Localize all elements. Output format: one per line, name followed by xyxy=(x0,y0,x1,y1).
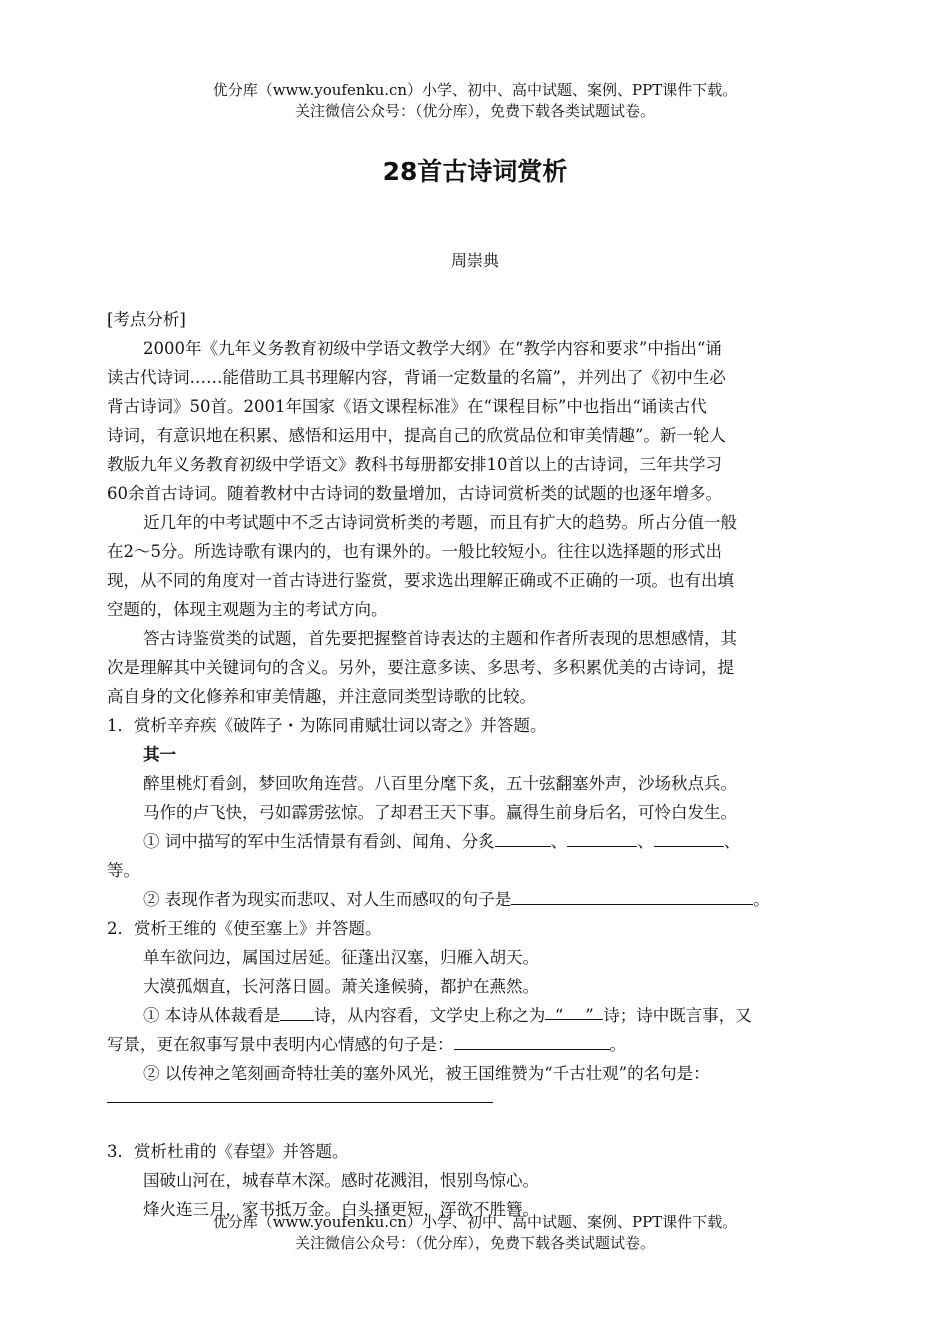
section-heading: [考点分析] xyxy=(107,310,186,329)
quote-open: “ xyxy=(554,1006,564,1025)
question-1-item-2 xyxy=(107,885,845,914)
poem-line: 大漠孤烟直，长河落日圆。萧关逢候骑，都护在燕然。 xyxy=(143,977,539,996)
question-2-prompt: 2．赏析王维的《使至塞上》并答题。 xyxy=(107,919,382,938)
separator: 、 xyxy=(723,832,741,851)
intro-line: 现，从不同的角度对一首古诗进行鉴赏，要求选出理解正确或不正确的一项。也有出填 xyxy=(107,571,734,590)
item-end: 。 xyxy=(753,890,770,909)
item-text: ① 本诗从体裁看是 xyxy=(143,1006,281,1025)
question-3-prompt: 3．赏析杜甫的《春望》并答题。 xyxy=(107,1142,349,1161)
separator: 、 xyxy=(637,832,654,851)
poem-line: 马作的卢飞快，弓如霹雳弦惊。了却君王天下事。赢得生前身后名，可怜白发生。 xyxy=(143,803,737,822)
poem-line: 醉里桃灯看剑，梦回吹角连营。八百里分麾下炙，五十弦翻塞外声，沙场秋点兵。 xyxy=(143,774,737,793)
footer-line-1: 优分库（www.youfenku.cn）小学、初中、高中试题、案例、PPT课件下载。 xyxy=(212,1213,738,1231)
answer-blank[interactable] xyxy=(280,1002,314,1021)
item-continuation xyxy=(107,1030,845,1059)
intro-line: 答古诗鉴赏类的试题，首先要把握整首诗表达的主题和作者所表现的思想感情，其 xyxy=(143,629,737,648)
answer-blank[interactable] xyxy=(511,886,753,905)
footer-line-2: 关注微信公众号：（优分库），免费下载各类试题试卷。 xyxy=(294,1234,655,1252)
intro-line: 次是理解其中关键词句的含义。另外，要注意多读、多思考、多积累优美的古诗词，提 xyxy=(107,658,734,677)
intro-line: 空题的，体现主观题为主的考试方向。 xyxy=(107,600,388,619)
page-footer xyxy=(0,1212,950,1254)
intro-line: 近几年的中考试题中不乏古诗词赏析类的考题，而且有扩大的趋势。所占分值一般 xyxy=(143,513,737,532)
intro-line: 教版九年义务教育初级中学语文》教科书每册都安排10首以上的古诗词，三年共学习 xyxy=(107,455,722,474)
question-1-item-1 xyxy=(107,827,845,856)
answer-blank[interactable] xyxy=(454,1031,610,1050)
question-2-item-2: ② 以传神之笔刻画奇特壮美的塞外风光，被王国维赞为“千古壮观”的名句是： xyxy=(143,1064,710,1083)
answer-blank[interactable] xyxy=(654,828,724,847)
page-header xyxy=(0,80,950,122)
item-end: 。 xyxy=(609,1035,626,1054)
header-line-2: 关注微信公众号：（优分库），免费下载各类试题试卷。 xyxy=(294,102,655,120)
item-text: 诗；诗中既言事，又 xyxy=(603,1006,752,1025)
poem-line: 烽火连三月，家书抵万金。白头搔更短，浑欲不胜簪。 xyxy=(143,1200,539,1219)
author-name: 周崇典 xyxy=(450,251,499,270)
item-text: ① 词中描写的军中生活情景有看剑、闻角、分炙 xyxy=(143,832,495,851)
document-body xyxy=(107,305,845,1224)
intro-line: 读古代诗词……能借助工具书理解内容，背诵一定数量的名篇”，并列出了《初中生必 xyxy=(107,368,726,387)
intro-line: 2000年《九年义务教育初级中学语文教学大纲》在“教学内容和要求”中指出“诵 xyxy=(143,339,722,358)
item-text: 写景，更在叙事写景中表明内心情感的句子是： xyxy=(107,1035,454,1054)
question-1-subheading: 其一 xyxy=(143,745,176,764)
question-2-item-1 xyxy=(107,1001,845,1030)
header-line-1: 优分库（www.youfenku.cn）小学、初中、高中试题、案例、PPT课件下载。 xyxy=(212,81,738,99)
answer-blank[interactable] xyxy=(495,828,551,847)
separator: 、 xyxy=(550,832,568,851)
intro-line: 高自身的文化修养和审美情趣，并注意同类型诗歌的比较。 xyxy=(107,687,536,706)
answer-blank[interactable] xyxy=(567,828,637,847)
document-title: 28首古诗词赏析 xyxy=(382,157,568,186)
item-text: 诗，从内容看，文学史上称之为 xyxy=(314,1006,546,1025)
poem-line: 单车欲问边，属国过居延。征蓬出汉塞，归雁入胡天。 xyxy=(143,948,539,967)
quote-close: ” xyxy=(585,1006,594,1025)
item-text: ② 表现作者为现实而悲叹、对人生而感叹的句子是 xyxy=(143,890,512,909)
poem-line: 国破山河在，城春草木深。感时花溅泪，恨别鸟惊心。 xyxy=(143,1171,539,1190)
intro-line: 背古诗词》50首。2001年国家《语文课程标准》在“课程目标”中也指出“诵读古代 xyxy=(107,397,707,416)
intro-line: 60余首古诗词。随着教材中古诗词的数量增加，古诗词赏析类的试题的也逐年增多。 xyxy=(107,484,722,503)
question-1-prompt: 1．赏析辛弃疾《破阵子・为陈同甫赋壮词以寄之》并答题。 xyxy=(107,716,547,735)
item-continuation: 等。 xyxy=(107,861,140,880)
answer-blank[interactable] xyxy=(545,1001,603,1025)
answer-line[interactable] xyxy=(107,1088,845,1117)
intro-line: 诗词，有意识地在积累、感悟和运用中，提高自己的欣赏品位和审美情趣”。新一轮人 xyxy=(107,426,726,445)
intro-line: 在2～5分。所选诗歌有课内的，也有课外的。一般比较短小。往往以选择题的形式出 xyxy=(107,542,722,561)
